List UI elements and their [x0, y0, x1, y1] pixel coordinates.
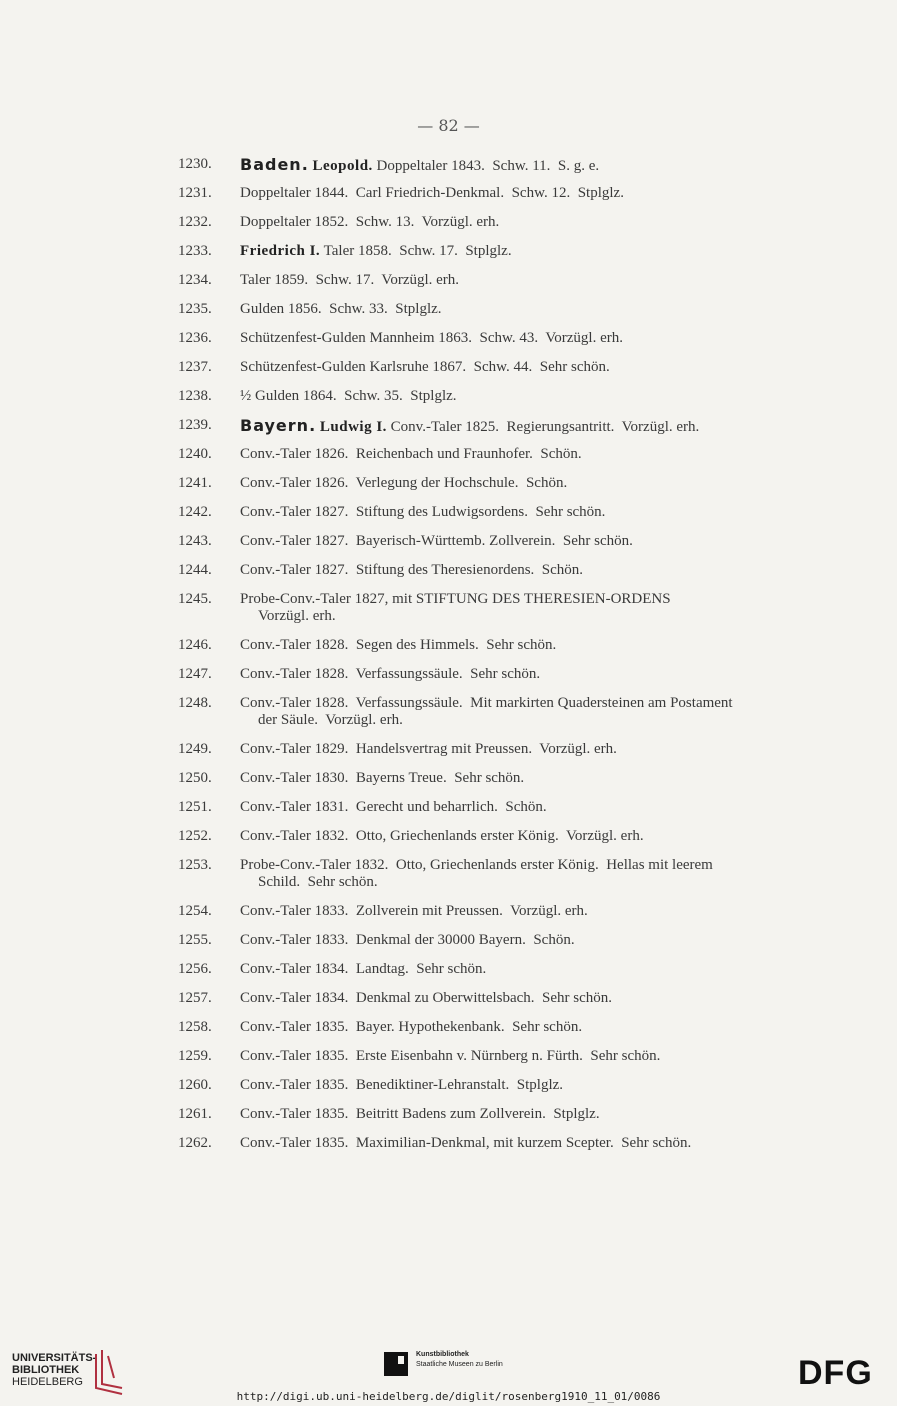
entry-text [240, 770, 838, 787]
ub-line-3: HEIDELBERG [12, 1376, 83, 1388]
catalog-entry [178, 156, 838, 185]
entry-description: Probe-Conv.-Taler 1827, mit STIFTUNG DES THERESIEN-ORDENS [240, 591, 671, 607]
catalog-list [178, 156, 838, 1164]
entry-text [240, 185, 838, 202]
catalog-entry [178, 1019, 838, 1048]
entry-description: Probe-Conv.-Taler 1832. Otto, Griechenlands erster König. Hellas mit leerem [240, 857, 713, 873]
entry-description: Taler 1859. Schw. 17. Vorzügl. erh. [240, 272, 460, 288]
entry-text [240, 446, 838, 463]
ub-line-1: UNIVERSITÄTS- [12, 1352, 97, 1364]
kunstbibliothek-text [416, 1350, 503, 1370]
entry-text [240, 666, 838, 683]
entry-number: 1248. [178, 695, 212, 711]
entry-description: Conv.-Taler 1828. Verfassungssäule. Sehr schön. [240, 666, 541, 682]
kunstbibliothek-logo-icon[interactable] [384, 1352, 408, 1376]
catalog-entry [178, 857, 838, 903]
dfg-logo[interactable]: DFG [798, 1354, 873, 1392]
entry-text [240, 857, 838, 891]
entry-number: 1256. [178, 961, 212, 977]
entry-continuation: der Säule. Vorzügl. erh. [258, 712, 403, 728]
catalog-entry [178, 591, 838, 637]
entry-text [240, 359, 838, 376]
entry-description: Conv.-Taler 1831. Gerecht und beharrlich. Schön. [240, 799, 547, 815]
entry-number: 1235. [178, 301, 212, 317]
source-url-link[interactable]: http://digi.ub.uni-heidelberg.de/diglit/rosenberg1910_11_01/0086 [236, 1390, 661, 1403]
catalog-entry [178, 359, 838, 388]
entry-description: Doppeltaler 1844. Carl Friedrich-Denkmal. Schw. 12. Stplglz. [240, 185, 624, 201]
catalog-entry [178, 799, 838, 828]
catalog-entry [178, 932, 838, 961]
entry-text [240, 1106, 838, 1123]
entry-text [240, 562, 838, 579]
entry-number: 1250. [178, 770, 212, 786]
entry-number: 1261. [178, 1106, 212, 1122]
ruler-name: Friedrich I. [240, 243, 321, 259]
ub-emblem-icon [92, 1348, 126, 1396]
entry-description: Doppeltaler 1843. Schw. 11. S. g. e. [376, 158, 600, 174]
entry-number: 1237. [178, 359, 212, 375]
entry-description: Conv.-Taler 1835. Beitritt Badens zum Zollverein. Stplglz. [240, 1106, 600, 1122]
catalog-entry [178, 301, 838, 330]
entry-text [240, 533, 838, 550]
entry-description: Conv.-Taler 1835. Benediktiner-Lehranstalt. Stplglz. [240, 1077, 564, 1093]
entry-number: 1252. [178, 828, 212, 844]
catalog-entry [178, 695, 838, 741]
entry-description: Conv.-Taler 1834. Landtag. Sehr schön. [240, 961, 487, 977]
entry-description: Doppeltaler 1852. Schw. 13. Vorzügl. erh. [240, 214, 500, 230]
entry-number: 1249. [178, 741, 212, 757]
entry-description: Schützenfest-Gulden Karlsruhe 1867. Schw. 44. Sehr schön. [240, 359, 610, 375]
entry-description: Taler 1858. Schw. 17. Stplglz. [323, 243, 512, 259]
entry-text [240, 637, 838, 654]
catalog-entry [178, 1077, 838, 1106]
entry-number: 1258. [178, 1019, 212, 1035]
entry-text [240, 214, 838, 231]
entry-description: Conv.-Taler 1835. Bayer. Hypothekenbank. Sehr schön. [240, 1019, 583, 1035]
entry-number: 1260. [178, 1077, 212, 1093]
entry-text [240, 330, 838, 347]
entry-description: Conv.-Taler 1827. Stiftung des Ludwigsordens. Sehr schön. [240, 504, 606, 520]
entry-text [240, 417, 838, 436]
entry-continuation: Schild. Sehr schön. [258, 874, 378, 890]
entry-description: Conv.-Taler 1829. Handelsvertrag mit Preussen. Vorzügl. erh. [240, 741, 617, 757]
catalog-entry [178, 562, 838, 591]
catalog-entry [178, 446, 838, 475]
page-number: — 82 — [417, 116, 480, 135]
entry-text [240, 1077, 838, 1094]
region-heading: Bayern. [240, 416, 317, 435]
catalog-entry [178, 1106, 838, 1135]
entry-number: 1241. [178, 475, 212, 491]
catalog-entry [178, 533, 838, 562]
entry-text [240, 504, 838, 521]
entry-description: ½ Gulden 1864. Schw. 35. Stplglz. [240, 388, 457, 404]
entry-text [240, 903, 838, 920]
entry-description: Conv.-Taler 1835. Erste Eisenbahn v. Nürnberg n. Fürth. Sehr schön. [240, 1048, 661, 1064]
entry-text [240, 272, 838, 289]
entry-text [240, 1019, 838, 1036]
entry-number: 1247. [178, 666, 212, 682]
entry-text [240, 1135, 838, 1152]
entry-description: Conv.-Taler 1826. Reichenbach und Fraunhofer. Schön. [240, 446, 582, 462]
entry-number: 1254. [178, 903, 212, 919]
entry-number: 1259. [178, 1048, 212, 1064]
entry-number: 1239. [178, 417, 212, 433]
catalog-entry [178, 243, 838, 272]
entry-text [240, 990, 838, 1007]
ruler-name: Ludwig I. [319, 419, 387, 435]
entry-text [240, 243, 838, 260]
entry-description: Conv.-Taler 1826. Verlegung der Hochschule. Schön. [240, 475, 568, 491]
kb-title: Kunstbibliothek [416, 1351, 469, 1358]
footer [0, 1330, 897, 1406]
entry-number: 1240. [178, 446, 212, 462]
entry-number: 1231. [178, 185, 212, 201]
entry-text [240, 961, 838, 978]
entry-description: Conv.-Taler 1828. Verfassungssäule. Mit markirten Quadersteinen am Postament [240, 695, 733, 711]
ruler-name: Leopold. [312, 158, 373, 174]
entry-text [240, 932, 838, 949]
catalog-entry [178, 666, 838, 695]
catalog-entry [178, 475, 838, 504]
catalog-entry [178, 741, 838, 770]
catalog-entry [178, 770, 838, 799]
catalog-entry [178, 961, 838, 990]
entry-text [240, 301, 838, 318]
entry-number: 1253. [178, 857, 212, 873]
entry-number: 1234. [178, 272, 212, 288]
entry-text [240, 828, 838, 845]
entry-number: 1230. [178, 156, 212, 172]
catalog-entry [178, 504, 838, 533]
catalog-entry [178, 417, 838, 446]
entry-text [240, 741, 838, 758]
catalog-entry [178, 388, 838, 417]
entry-text [240, 1048, 838, 1065]
entry-number: 1243. [178, 533, 212, 549]
ub-line-2: BIBLIOTHEK [12, 1364, 80, 1376]
catalog-entry [178, 214, 838, 243]
entry-text [240, 695, 838, 729]
entry-number: 1232. [178, 214, 212, 230]
entry-description: Schützenfest-Gulden Mannheim 1863. Schw. 43. Vorzügl. erh. [240, 330, 623, 346]
entry-number: 1233. [178, 243, 212, 259]
catalog-entry [178, 903, 838, 932]
region-heading: Baden. [240, 155, 309, 174]
entry-description: Conv.-Taler 1832. Otto, Griechenlands erster König. Vorzügl. erh. [240, 828, 644, 844]
entry-description: Conv.-Taler 1835. Maximilian-Denkmal, mit kurzem Scepter. Sehr schön. [240, 1135, 692, 1151]
entry-description: Conv.-Taler 1827. Bayerisch-Württemb. Zollverein. Sehr schön. [240, 533, 633, 549]
entry-number: 1245. [178, 591, 212, 607]
catalog-entry [178, 990, 838, 1019]
entry-number: 1236. [178, 330, 212, 346]
kb-subtitle: Staatliche Museen zu Berlin [416, 1361, 503, 1368]
entry-description: Conv.-Taler 1834. Denkmal zu Oberwittelsbach. Sehr schön. [240, 990, 613, 1006]
entry-description: Gulden 1856. Schw. 33. Stplglz. [240, 301, 442, 317]
entry-text [240, 156, 838, 175]
catalog-entry [178, 272, 838, 301]
entry-text [240, 591, 838, 625]
entry-number: 1257. [178, 990, 212, 1006]
entry-continuation: Vorzügl. erh. [258, 608, 336, 624]
entry-number: 1251. [178, 799, 212, 815]
entry-text [240, 799, 838, 816]
entry-description: Conv.-Taler 1828. Segen des Himmels. Sehr schön. [240, 637, 557, 653]
entry-number: 1238. [178, 388, 212, 404]
entry-description: Conv.-Taler 1833. Zollverein mit Preussen. Vorzügl. erh. [240, 903, 588, 919]
entry-description: Conv.-Taler 1830. Bayerns Treue. Sehr schön. [240, 770, 525, 786]
entry-description: Conv.-Taler 1833. Denkmal der 30000 Bayern. Schön. [240, 932, 575, 948]
entry-text [240, 475, 838, 492]
catalog-entry [178, 1135, 838, 1164]
catalog-entry [178, 1048, 838, 1077]
catalog-entry [178, 185, 838, 214]
entry-description: Conv.-Taler 1827. Stiftung des Theresienordens. Schön. [240, 562, 584, 578]
entry-number: 1255. [178, 932, 212, 948]
catalog-entry [178, 637, 838, 666]
university-library-logo[interactable] [12, 1352, 96, 1388]
catalog-entry [178, 330, 838, 359]
entry-number: 1262. [178, 1135, 212, 1151]
entry-description: Conv.-Taler 1825. Regierungsantritt. Vorzügl. erh. [390, 419, 700, 435]
catalog-entry [178, 828, 838, 857]
entry-text [240, 388, 838, 405]
entry-number: 1246. [178, 637, 212, 653]
entry-number: 1242. [178, 504, 212, 520]
entry-number: 1244. [178, 562, 212, 578]
